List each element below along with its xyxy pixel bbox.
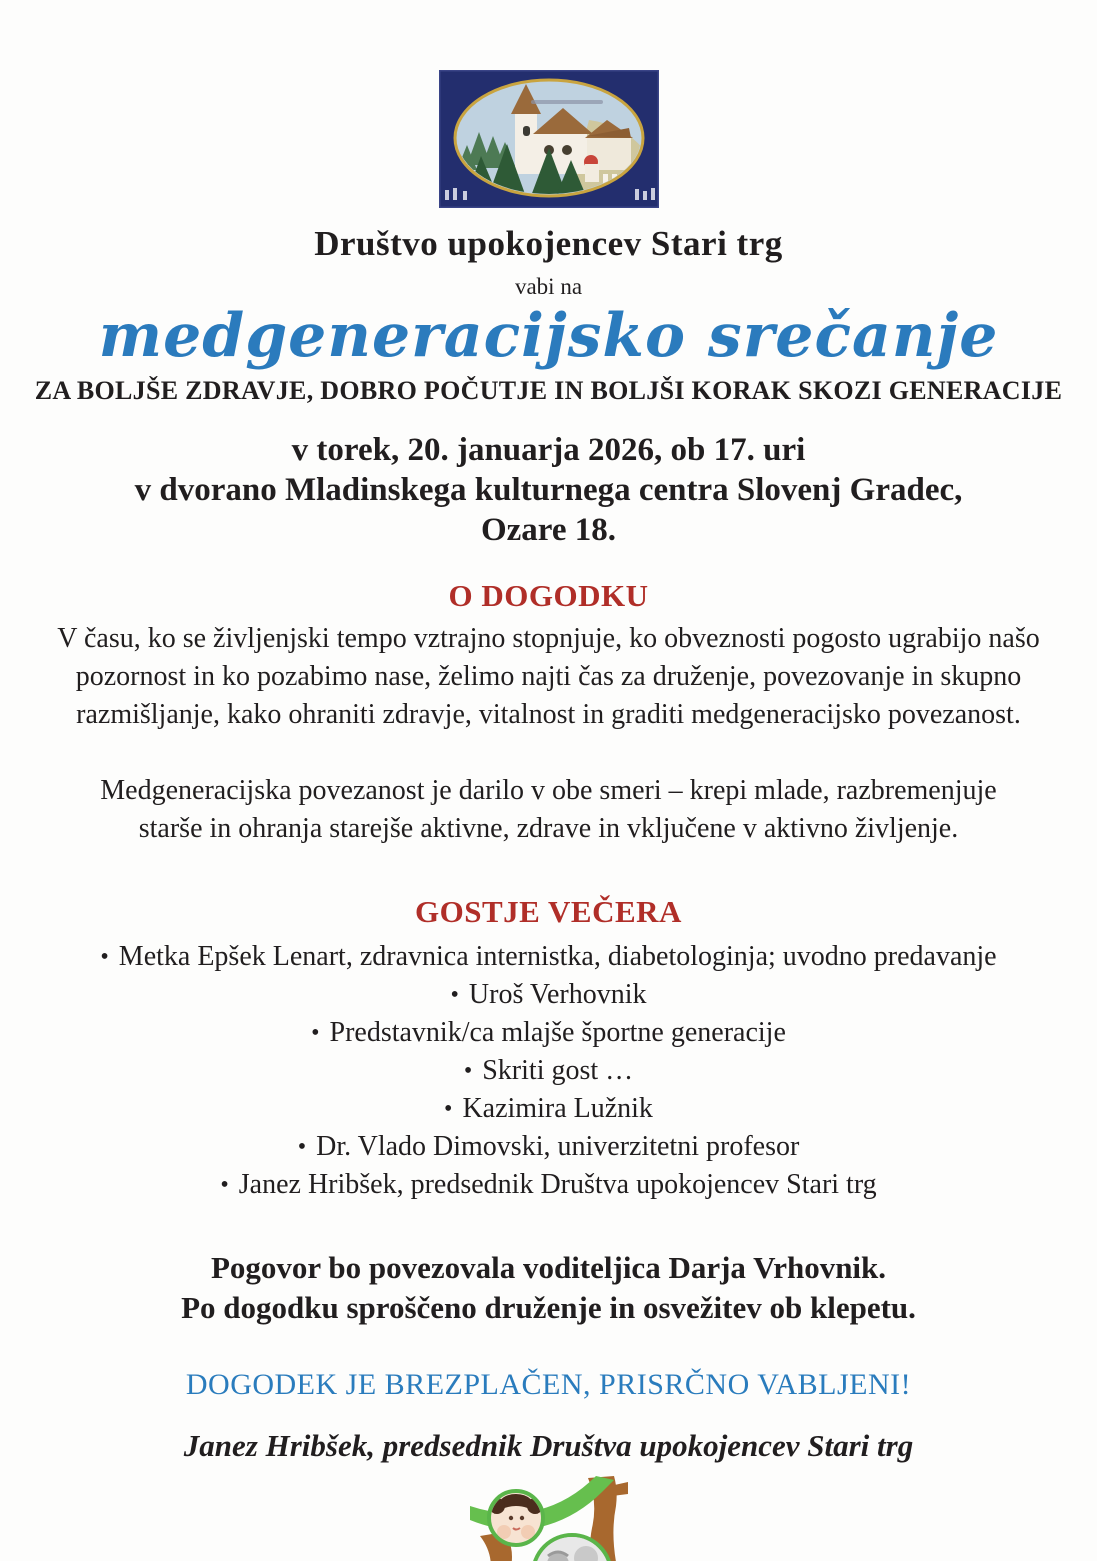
moderator-line-2: Po dogodku sproščeno druženje in osvežitev ob klepetu. (181, 1290, 916, 1325)
organization-name: Društvo upokojencev Stari trg (314, 224, 783, 263)
guests-heading: GOSTJE VEČERA (415, 894, 682, 929)
child-photo-circle (489, 1491, 543, 1545)
guest-item (49, 1052, 1049, 1090)
guest-name: Skriti gost … (482, 1055, 634, 1086)
about-heading: O DOGODKU (448, 578, 649, 613)
guest-name: Kazimira Lužnik (462, 1093, 653, 1124)
moderator-block (0, 1248, 1097, 1328)
guest-name: Janez Hribšek, predsednik Društva upokojencev Stari trg (238, 1169, 877, 1200)
emblem-inscription (531, 100, 603, 104)
invites-text: vabi na (514, 274, 583, 299)
guest-name: Uroš Verhovnik (468, 979, 647, 1010)
society-emblem-logo (439, 70, 659, 208)
guest-name: Predstavnik/ca mlajše športne generacije (329, 1017, 786, 1048)
guest-item (49, 976, 1049, 1014)
guest-name: Dr. Vlado Dimovski, univerzitetni profesor (316, 1131, 800, 1162)
about-paragraph-2: Medgeneracijska povezanost je darilo v obe smeri – krepi mlade, razbremenjuje starše in ohranja starejše aktivne, zdrave in vključene v aktivno življenje. (100, 775, 997, 844)
bullet-icon: • (311, 1020, 320, 1046)
event-tagline: ZA BOLJŠE ZDRAVJE, DOBRO POČUTJE IN BOLJŠI KORAK SKOZI GENERACIJE (34, 376, 1063, 405)
guest-item (49, 1014, 1049, 1052)
bullet-icon: • (463, 1058, 473, 1084)
bullet-icon: • (450, 982, 459, 1008)
guest-item (49, 1090, 1049, 1128)
bullet-icon: • (444, 1096, 453, 1122)
guest-list (49, 938, 1049, 1204)
moderator-line-1: Pogovor bo povezovala voditeljica Darja Vrhovnik. (210, 1250, 887, 1285)
president-signature: Janez Hribšek, predsednik Društva upokojencev Stari trg (183, 1428, 914, 1463)
intergenerational-tree-illustration (470, 1476, 628, 1561)
guest-item (49, 1166, 1049, 1204)
date-line: v torek, 20. januarja 2026, ob 17. uri (291, 432, 806, 468)
address-line: Ozare 18. (480, 512, 616, 548)
free-entry-notice: DOGODEK JE BREZPLAČEN, PRISRČNO VABLJENI! (185, 1368, 912, 1401)
guest-item (49, 1128, 1049, 1166)
about-paragraph-1: V času, ko se življenjski tempo vztrajno stopnjuje, ko obveznosti pogosto ugrabijo našo pozornost in ko pozabimo nase, želimo najti čas za druženje, povezovanje in skupno razmišljanje, kako ohraniti zdravje, vitalnost in graditi medgeneracijsko povezanost. (57, 623, 1040, 730)
date-venue-block (0, 430, 1097, 550)
bullet-icon: • (220, 1172, 229, 1198)
bullet-icon: • (100, 944, 109, 970)
event-title: medgeneracijsko srečanje (98, 301, 999, 371)
guest-item (49, 938, 1049, 976)
guest-name: Metka Epšek Lenart, zdravnica internistka, diabetologinja; uvodno predavanje (118, 941, 997, 972)
bullet-icon: • (297, 1134, 307, 1160)
venue-line: v dvorano Mladinskega kulturnega centra Slovenj Gradec, (134, 472, 963, 508)
